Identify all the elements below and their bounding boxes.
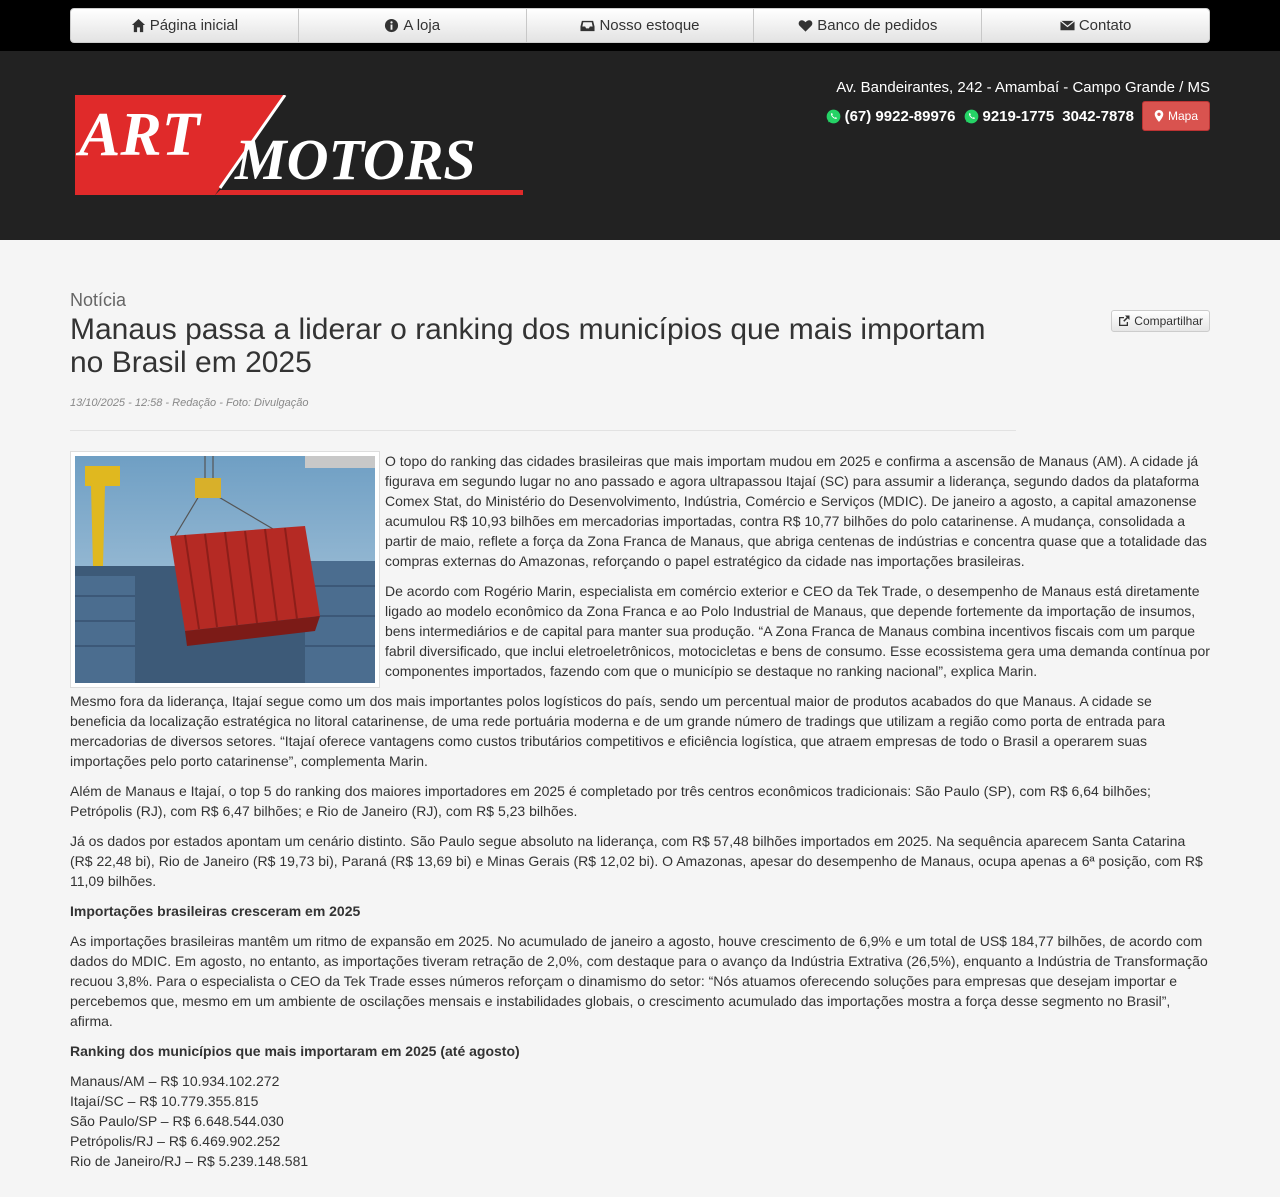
nav-orders[interactable] — [754, 9, 982, 42]
article-paragraph-2: De acordo com Rogério Marin, especialista em comércio exterior e CEO da Tek Trade, o desempenho de Manaus está diretamente ligado ao modelo econômico da Zona Franca e ao Polo Industrial de Manaus, que depende fortemente da importação de insumos, bens intermediários e de capital para manter sua produção. “A Zona Franca de Manaus combina incentivos fiscais com um parque fabril diversificado, que inclui eletroeletrônicos, motocicletas e bens de consumo. Esse ecossistema gera uma demanda contínua por componentes importados, fazendo com que o município se destaque no ranking nacional”, explica Marin. — [385, 583, 1210, 679]
info-icon — [384, 18, 399, 33]
phone-2-text: 9219-1775 — [982, 107, 1055, 125]
article-meta: 13/10/2025 - 12:58 - Redação - Foto: Divulgação — [70, 397, 309, 409]
ranking-item: Itajaí/SC – R$ 10.779.355.815 — [70, 1093, 259, 1109]
phone-landline[interactable] — [1062, 108, 1134, 125]
ranking-item: Manaus/AM – R$ 10.934.102.272 — [70, 1073, 280, 1089]
nav-orders-label: Banco de pedidos — [817, 17, 938, 34]
inbox-icon — [580, 18, 595, 33]
phone-whatsapp-1[interactable] — [826, 108, 956, 125]
site-header — [0, 51, 1280, 240]
art-motors-logo[interactable] — [75, 95, 523, 195]
article-subheading-2: Ranking dos municípios que mais importaram em 2025 (até agosto) — [70, 1043, 520, 1059]
contact-block — [826, 79, 1210, 131]
article-container — [70, 240, 1210, 1171]
article-subheading-1: Importações brasileiras cresceram em 2025 — [70, 903, 361, 919]
article-paragraph-6: As importações brasileiras mantêm um ritmo de expansão em 2025. No acumulado de janeiro a agosto, houve crescimento de 6,9% e um total de US$ 184,77 bilhões, de acordo com dados do MDIC. Em agosto, no entanto, as importações tiveram retração de 2,0%, com destaque para o avanço da Indústria Extrativa (26,5%), enquanto a Indústria de Transformação recuou 3,8%. Para o especialista o CEO da Tek Trade esses números reforçam o dinamismo do setor: “Nós atuamos oferecendo soluções para empresas que desejam importar e percebemos que, mesmo em um ambiente de oscilações mensais e instabilidades globais, o crescimento acumulado das importações mostra a força desse segmento no Brasil”, afirma. — [70, 933, 1208, 1029]
share-button[interactable] — [1111, 310, 1210, 332]
phone-3-text: 3042-7878 — [1062, 107, 1134, 125]
map-marker-icon — [1154, 110, 1164, 122]
main-nav — [70, 8, 1210, 43]
phone-whatsapp-2[interactable] — [964, 108, 1055, 125]
envelope-icon — [1060, 18, 1075, 33]
whatsapp-icon — [826, 109, 841, 124]
nav-stock-label: Nosso estoque — [599, 17, 700, 34]
ranking-item: Rio de Janeiro/RJ – R$ 5.239.148.581 — [70, 1153, 309, 1169]
logo-text-motors: MOTORS — [235, 127, 476, 192]
article-body — [70, 451, 1210, 1171]
top-bar — [0, 0, 1280, 51]
store-address: Av. Bandeirantes, 242 - Amambaí - Campo Grande / MS — [836, 79, 1210, 96]
divider — [70, 430, 1016, 431]
map-button[interactable] — [1142, 101, 1210, 131]
nav-stock[interactable] — [527, 9, 755, 42]
share-icon — [1118, 315, 1130, 327]
logo-text-art: ART — [79, 101, 200, 169]
nav-home-label: Página inicial — [149, 17, 239, 34]
article-paragraph-4: Além de Manaus e Itajaí, o top 5 do ranking dos maiores importadores em 2025 é completado por três centros econômicos tradicionais: São Paulo (SP), com R$ 6,64 bilhões; Petrópolis (RJ), com R$ 6,47 bilhões; e Rio de Janeiro (RJ), com R$ 5,23 bilhões. — [70, 783, 1151, 819]
article-title: Manaus passa a liderar o ranking dos municípios que mais importam no Brasil em 2025 — [70, 313, 986, 379]
article-paragraph-1: O topo do ranking das cidades brasileiras que mais importam mudou em 2025 e confirma a ascensão de Manaus (AM). A cidade já figurava em segundo lugar no ano passado e agora ultrapassou Itajaí (SC) para assumir a liderança, segundo dados da plataforma Comex Stat, do Ministério do Desenvolvimento, Indústria, Comércio e Serviços (MDIC). De janeiro a agosto, a capital amazonense acumulou R$ 10,93 bilhões em mercadorias importadas, contra R$ 10,77 bilhões do polo catarinense. A mudança, consolidada a partir de maio, reflete a força da Zona Franca de Manaus, que abriga centenas de indústrias e concentra quase que a totalidade das compras externas do Amazonas, reforçando o papel estratégico da cidade nas importações brasileiras. — [385, 453, 1207, 569]
nav-contact-label: Contato — [1078, 17, 1132, 34]
ranking-item: São Paulo/SP – R$ 6.648.544.030 — [70, 1113, 284, 1129]
share-button-label: Compartilhar — [1134, 314, 1203, 328]
phone-1-text: (67) 9922-89976 — [844, 107, 956, 125]
whatsapp-icon — [964, 109, 979, 124]
ranking-list — [70, 1071, 1210, 1171]
article-paragraph-5: Já os dados por estados apontam um cenário distinto. São Paulo segue absoluto na liderança, com R$ 57,48 bilhões importados em 2025. Na sequência aparecem Santa Catarina (R$ 22,48 bi), Rio de Janeiro (R$ 19,73 bi), Paraná (R$ 13,69 bi) e Minas Gerais (R$ 12,02 bi). O Amazonas, apesar do desempenho de Manaus, ocupa apenas a 6ª posição, com R$ 11,09 bilhões. — [70, 833, 1203, 889]
nav-store[interactable] — [299, 9, 527, 42]
article-photo[interactable] — [70, 451, 380, 688]
cargo-container-photo — [75, 456, 375, 683]
article-paragraph-3: Mesmo fora da liderança, Itajaí segue como um dos mais importantes polos logísticos do país, sendo um percentual maior de produtos acabados do que Manaus. A cidade se beneficia da localização estratégica no litoral catarinense, de uma rede portuária moderna e de um grande número de tradings que utilizam a região como porta de entrada para mercadorias de diversos setores. “Itajaí oferece vantagens como custos tributários competitivos e eficiência logística, que atraem empresas de todo o Brasil a operarem suas importações pelo porto catarinense”, complementa Marin. — [70, 693, 1165, 769]
nav-store-label: A loja — [403, 17, 441, 34]
nav-home[interactable] — [71, 9, 299, 42]
article-kicker: Notícia — [70, 290, 127, 310]
heart-icon — [798, 18, 813, 33]
home-icon — [131, 18, 146, 33]
map-button-label: Mapa — [1167, 109, 1198, 123]
ranking-item: Petrópolis/RJ – R$ 6.469.902.252 — [70, 1133, 281, 1149]
nav-contact[interactable] — [982, 9, 1209, 42]
